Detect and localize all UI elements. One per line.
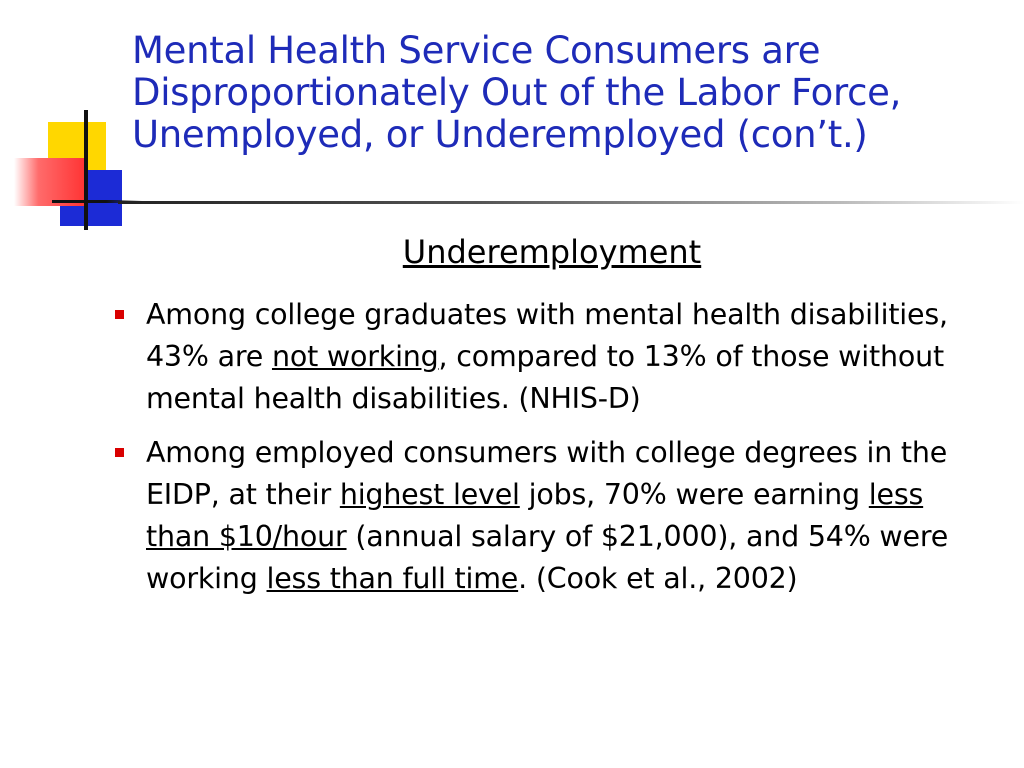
bullet-text: , compared to 13% of those without mental health disabilities. (NHIS-D) [146,340,944,415]
title-line: Mental Health Service Consumers are [132,29,821,72]
bullet-list [112,294,992,612]
logo-red-square [14,158,84,206]
square-bullet-icon [115,448,124,457]
bullet-text: Among employed consumers with college degrees in the EIDP, at their [146,436,948,511]
title-divider [118,201,1024,204]
logo-vertical-line [84,110,88,230]
bullet-item [112,432,992,600]
bullet-emphasis: less than full time [266,562,519,595]
bullet-item [112,294,992,420]
slide-subheading: Underemployment [402,233,702,271]
bullet-text: Among college graduates with mental health disabilities, 43% are [146,298,948,373]
bullet-emphasis: highest level [339,478,520,511]
bullet-text: . (Cook et al., 2002) [518,562,798,595]
squares-logo-icon [0,100,140,230]
slide-title [132,30,1012,156]
bullet-emphasis: less than $10/hour [146,478,924,553]
bullet-text: jobs, 70% were earning [519,478,869,511]
square-bullet-icon [115,310,124,319]
title-line: Unemployed, or Underemployed (con’t.) [132,113,868,156]
title-line: Disproportionately Out of the Labor Force, [132,71,902,114]
bullet-emphasis: not working [271,340,439,373]
bullet-text: (annual salary of $21,000), and 54% were working [146,520,949,595]
